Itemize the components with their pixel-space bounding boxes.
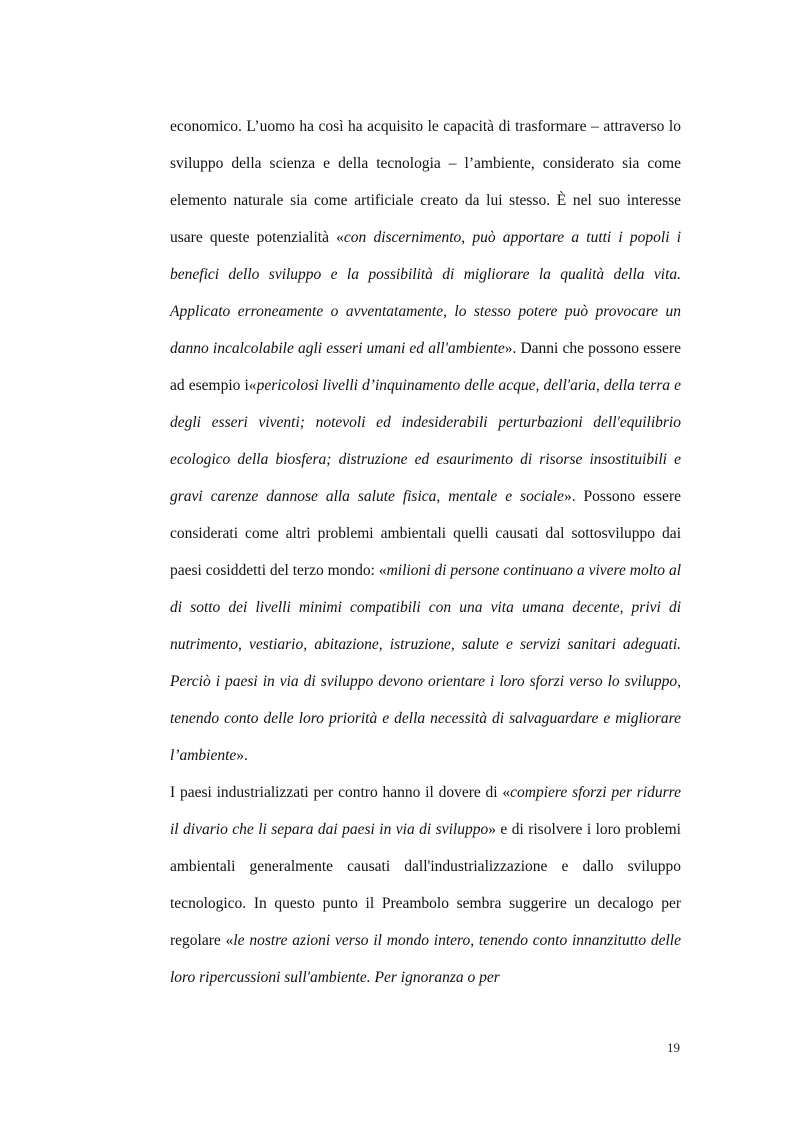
text-run: ». xyxy=(236,747,248,764)
quotation: con discernimento, può apportare a tutti i popoli i benefici dello sviluppo e la possibilità di migliorare la qualità della vita. Applicato erroneamente o avventatamente, lo stesso potere può provocare un danno incalcolabile agli esseri umani ed all'ambiente xyxy=(170,229,681,357)
quotation: pericolosi livelli d’inquinamento delle acque, dell'aria, della terra e degli esseri viventi; notevoli ed indesiderabili perturbazioni dell'equilibrio ecologico della biosfera; distruzione ed esaurimento di risorse insostituibili e gravi carenze dannose alla salute fisica, mentale e sociale xyxy=(170,377,681,505)
quotation: compiere sforzi per ridurre il divario che li separa dai paesi in via di sviluppo xyxy=(170,784,681,838)
quotation: le nostre azioni verso il mondo intero, tenendo conto innanzitutto delle loro ripercussioni sull'ambiente. Per ignoranza o per xyxy=(170,932,681,986)
text-run: I paesi industrializzati per contro hanno il dovere di « xyxy=(170,784,511,801)
paragraph-2 xyxy=(170,774,681,996)
quotation: milioni di persone continuano a vivere molto al di sotto dei livelli minimi compatibili con una vita umana decente, privi di nutrimento, vestiario, abitazione, istruzione, salute e servizi sanitari adeguati. Perciò i paesi in via di sviluppo devono orientare i loro sforzi verso lo sviluppo, tenendo conto delle loro priorità e della necessità di salvaguardare e migliorare l’ambiente xyxy=(170,562,682,764)
page-number: 19 xyxy=(667,1040,680,1055)
text-run: ». Possono essere considerati come altri problemi ambientali quelli causati dal sottosviluppo dai paesi cosiddetti del terzo mondo: « xyxy=(170,488,681,579)
text-run: ». Danni che possono essere ad esempio i« xyxy=(170,340,681,394)
text-run: economico. L’uomo ha così ha acquisito le capacità di trasformare – attraverso lo sviluppo della scienza e della tecnologia – l’ambiente, considerato sia come elemento naturale sia come artificiale creato da lui stesso. È nel suo interesse usare queste potenzialità « xyxy=(170,118,681,246)
paragraph-1 xyxy=(170,108,681,774)
text-run: » e di risolvere i loro problemi ambientali generalmente causati dall'industrializzazione e dallo sviluppo tecnologico. In questo punto il Preambolo sembra suggerire un decalogo per regolare « xyxy=(170,821,681,949)
body-text xyxy=(170,108,681,996)
